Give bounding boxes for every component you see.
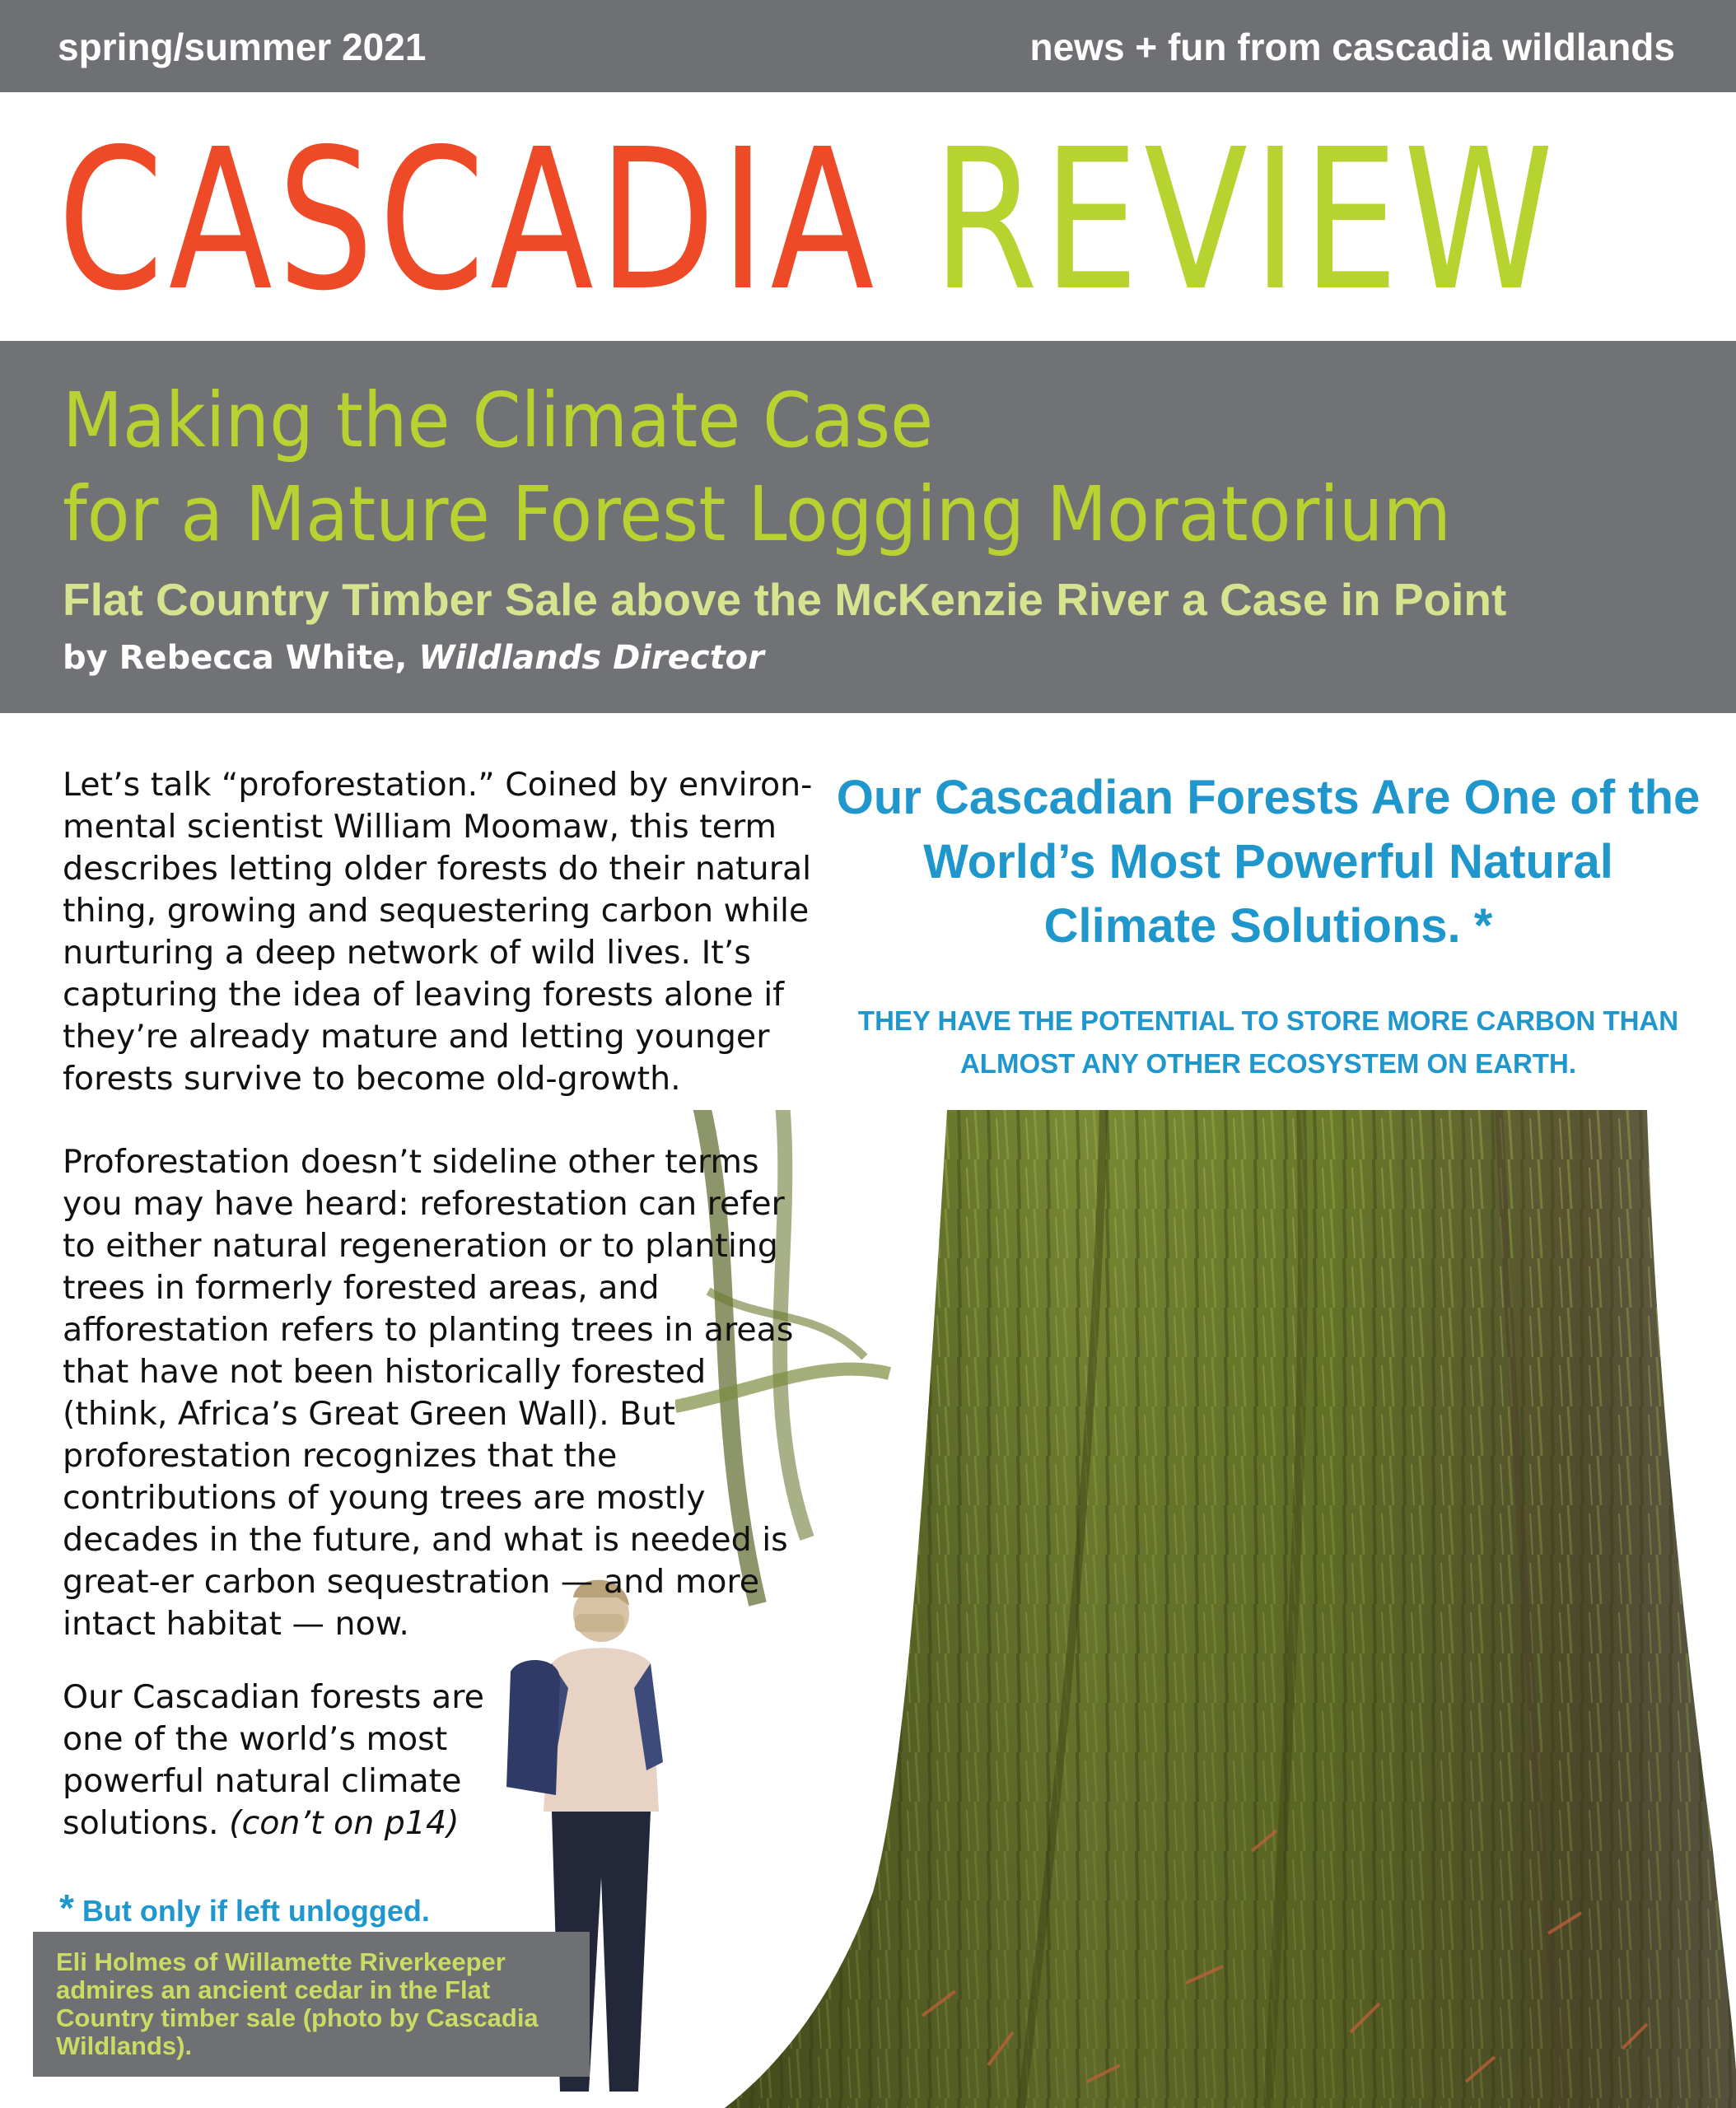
asterisk-icon: *	[59, 1886, 74, 1929]
masthead	[58, 97, 1559, 344]
photo-caption-box	[33, 1932, 590, 2077]
paragraph-3-text: Our Cascadian forests are one of the world’s most powerful natural climate solutions.	[63, 1678, 484, 1842]
paragraph-2: Proforestation doesn’t sideline other terms you may have heard: reforestation can refer to either natural regeneration or to planting trees in formerly forested areas, and afforestation refers to planting trees in areas that have not been historically forested (think, Africa’s Great Green Wall). But proforestation recognizes that the contributions of young trees are mostly decades in the future, and what is needed is great-er carbon sequestration — and more intact habitat — now.	[63, 1143, 794, 1643]
headline-line-1: Making the Climate Case	[63, 376, 934, 464]
headline-band	[0, 341, 1736, 713]
byline-role: Wildlands Director	[418, 639, 764, 677]
masthead-word-cascadia: CASCADIA	[58, 107, 880, 333]
article-subhead: Flat Country Timber Sale above the McKenzie River a Case in Point	[63, 574, 1507, 625]
paragraph-3	[63, 1677, 524, 1844]
footnote-text: But only if left unlogged.	[82, 1894, 430, 1928]
top-bar	[0, 0, 1736, 92]
paragraph-1: Let’s talk “proforestation.” Coined by environ-mental scientist William Moomaw, this term describes letting older forests do their natural thing, growing and sequestering carbon while nurturing a deep network of wild lives. It’s capturing the idea of leaving forests alone if they’re already mature and letting younger forests survive to become old-growth.	[63, 766, 813, 1098]
issue-date: spring/summer 2021	[58, 26, 427, 68]
callout-subtitle: THEY HAVE THE POTENTIAL TO STORE MORE CARBON THAN ALMOST ANY OTHER ECOSYSTEM ON EARTH.	[857, 1005, 1679, 1079]
masthead-word-review: REVIEW	[932, 107, 1559, 333]
headline-line-2: for a Mature Forest Logging Moratorium	[63, 470, 1451, 558]
cedar-tree-photo	[675, 1110, 1736, 2108]
byline	[63, 639, 764, 677]
byline-author: by Rebecca White,	[63, 639, 408, 677]
article-headline	[63, 374, 1547, 562]
callout-title: Our Cascadian Forests Are One of the World’s Most Powerful Natural Climate Solutions. *	[836, 771, 1701, 953]
continued-note: (con’t on p14)	[229, 1804, 460, 1842]
photo-caption: Eli Holmes of Willamette Riverkeeper admires an ancient cedar in the Flat Country timber sale (photo by Cascadia Wildlands).	[56, 1947, 539, 2060]
tagline: news + fun from cascadia wildlands	[1029, 26, 1675, 68]
footnote	[59, 1886, 430, 1930]
